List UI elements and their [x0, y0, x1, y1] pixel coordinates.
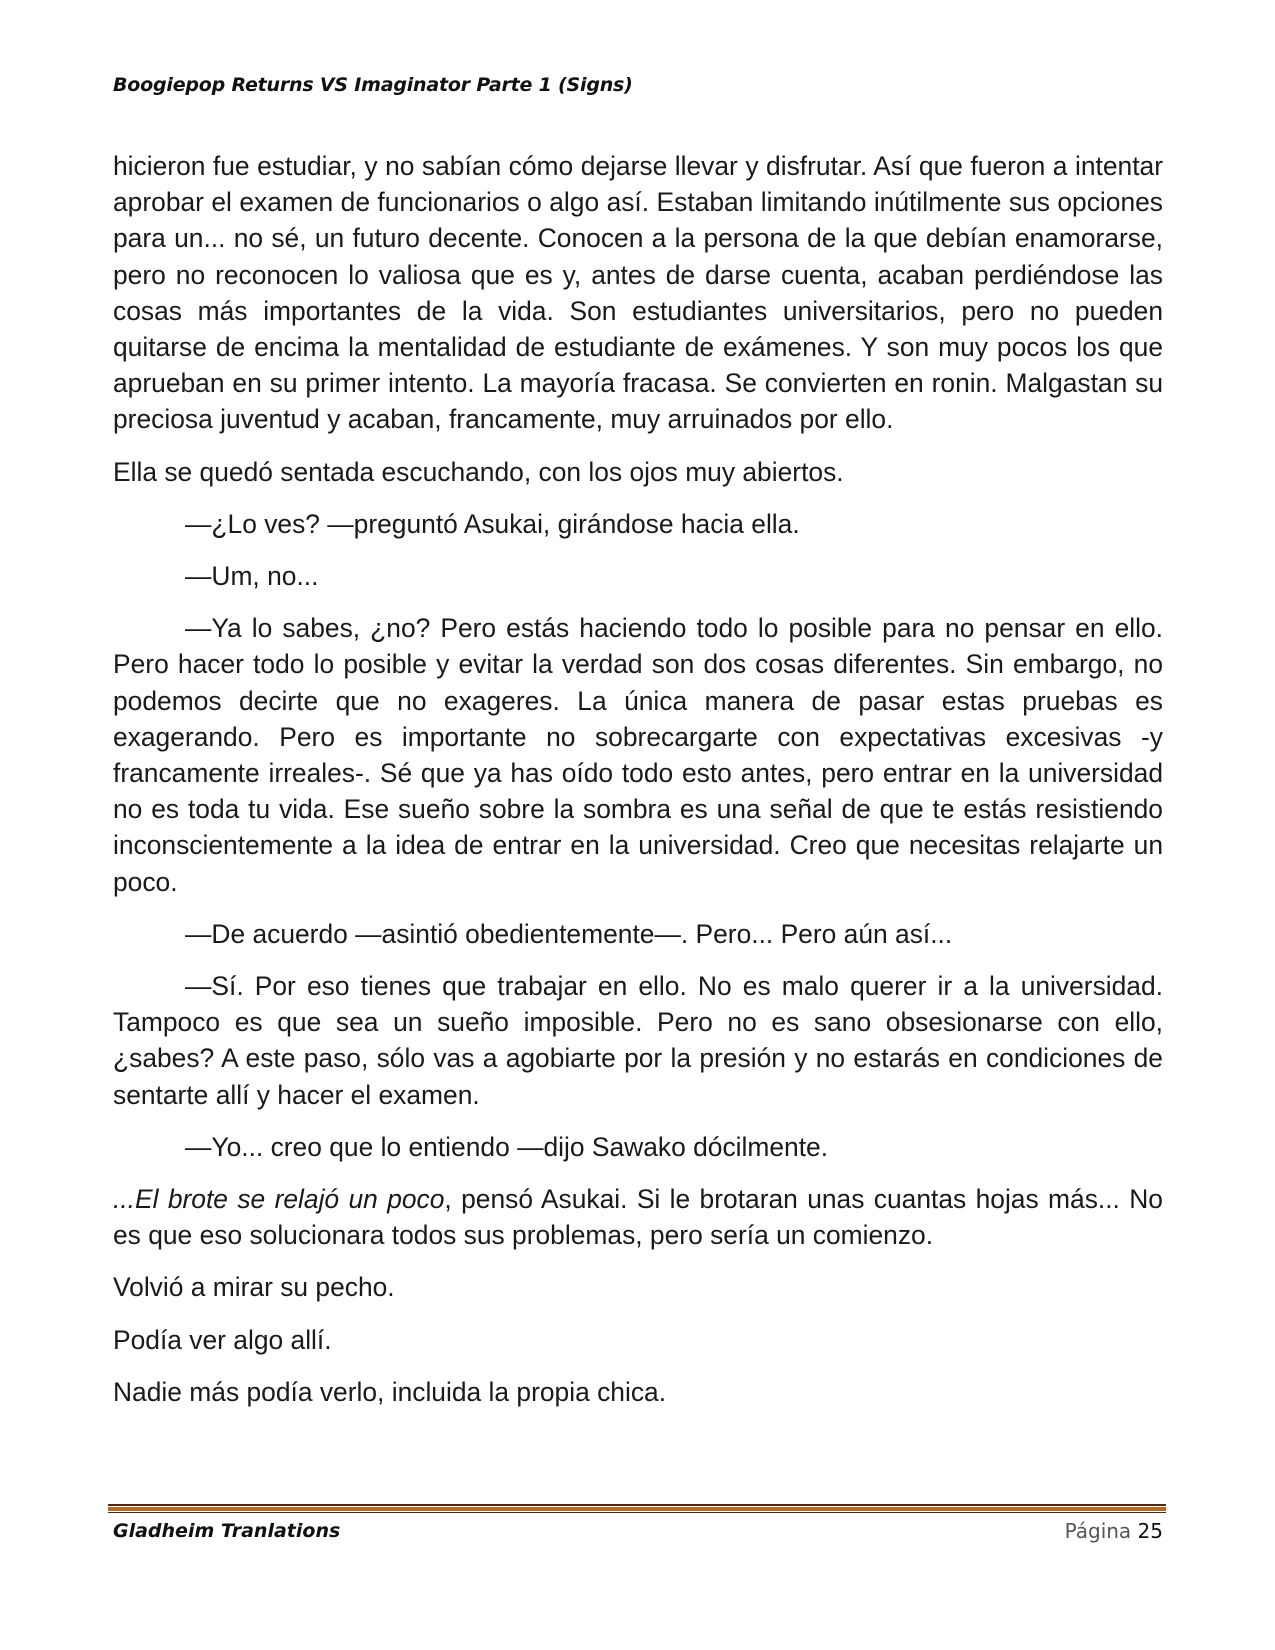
- page-number-value: 25: [1137, 1519, 1163, 1543]
- dialogue-paragraph: —Um, no...: [185, 561, 319, 592]
- footer-divider-top: [108, 1504, 1166, 1506]
- dialogue-paragraph: —¿Lo ves? —preguntó Asukai, girándose hacia ella.: [185, 508, 800, 539]
- footer-credit: Gladheim Tranlations: [113, 1520, 341, 1542]
- dialogue-paragraph: —De acuerdo —asintió obedientemente—. Pero... Pero aún así...: [185, 918, 953, 949]
- italic-thought: ...El brote se relajó un poco: [113, 1184, 445, 1215]
- running-header-title: Boogiepop Returns VS Imaginator Parte 1 (Signs): [113, 74, 633, 96]
- page-label: Página: [1064, 1519, 1132, 1543]
- paragraph: Nadie más podía verlo, incluida la propia chica.: [113, 1376, 667, 1407]
- footer-divider-bottom: [108, 1512, 1166, 1513]
- paragraph-text: , pensó Asukai. Si le brotaran unas cuantas hojas más... No es que eso solucionara todos sus problemas, pero sería un comienzo.: [113, 1184, 1163, 1251]
- dialogue-paragraph: —Ya lo sabes, ¿no? Pero estás haciendo todo lo posible para no pensar en ello. Pero hacer todo lo posible y evitar la verdad son dos cosas diferentes. Sin embargo, no podemos decirte que no exageres. La única manera de pasar estas pruebas es exagerando. Pero es importante no sobrecargarte con expectativas excesivas -y francamente irreales-. Sé que ya has oído todo esto antes, pero entrar en la universidad no es toda tu vida. Ese sueño sobre la sombra es una señal de que te estás resistiendo inconscientemente a la idea de entrar en la universidad. Creo que necesitas relajarte un poco.: [113, 613, 1163, 897]
- paragraph: [113, 1181, 1163, 1253]
- dialogue-paragraph: —Sí. Por eso tienes que trabajar en ello. No es malo querer ir a la universidad. Tampoco es que sea un sueño imposible. Pero no es sano obsesionarse con ello, ¿sabes? A este paso, sólo vas a agobiarte por la presión y no estarás en condiciones de sentarte allí y hacer el examen.: [113, 971, 1163, 1110]
- page-number: [1065, 1519, 1163, 1543]
- paragraph: Podía ver algo allí.: [113, 1324, 332, 1355]
- paragraph: Ella se quedó sentada escuchando, con los ojos muy abiertos.: [113, 456, 844, 487]
- paragraph: Volvió a mirar su pecho.: [113, 1272, 395, 1303]
- footer-divider: [108, 1507, 1166, 1511]
- paragraph: hicieron fue estudiar, y no sabían cómo dejarse llevar y disfrutar. Así que fueron a intentar aprobar el examen de funcionarios o algo así. Estaban limitando inútilmente sus opciones para un... no sé, un futuro decente. Conocen a la persona de la que debían enamorarse, pero no reconocen lo valiosa que es y, antes de darse cuenta, acaban perdiéndose las cosas más importantes de la vida. Son estudiantes universitarios, pero no pueden quitarse de encima la mentalidad de estudiante de exámenes. Y son muy pocos los que aprueban en su primer intento. La mayoría fracasa. Se convierten en ronin. Malgastan su preciosa juventud y acaban, francamente, muy arruinados por ello.: [113, 151, 1163, 435]
- page-body: [113, 148, 1163, 1426]
- dialogue-paragraph: —Yo... creo que lo entiendo —dijo Sawako dócilmente.: [185, 1131, 829, 1162]
